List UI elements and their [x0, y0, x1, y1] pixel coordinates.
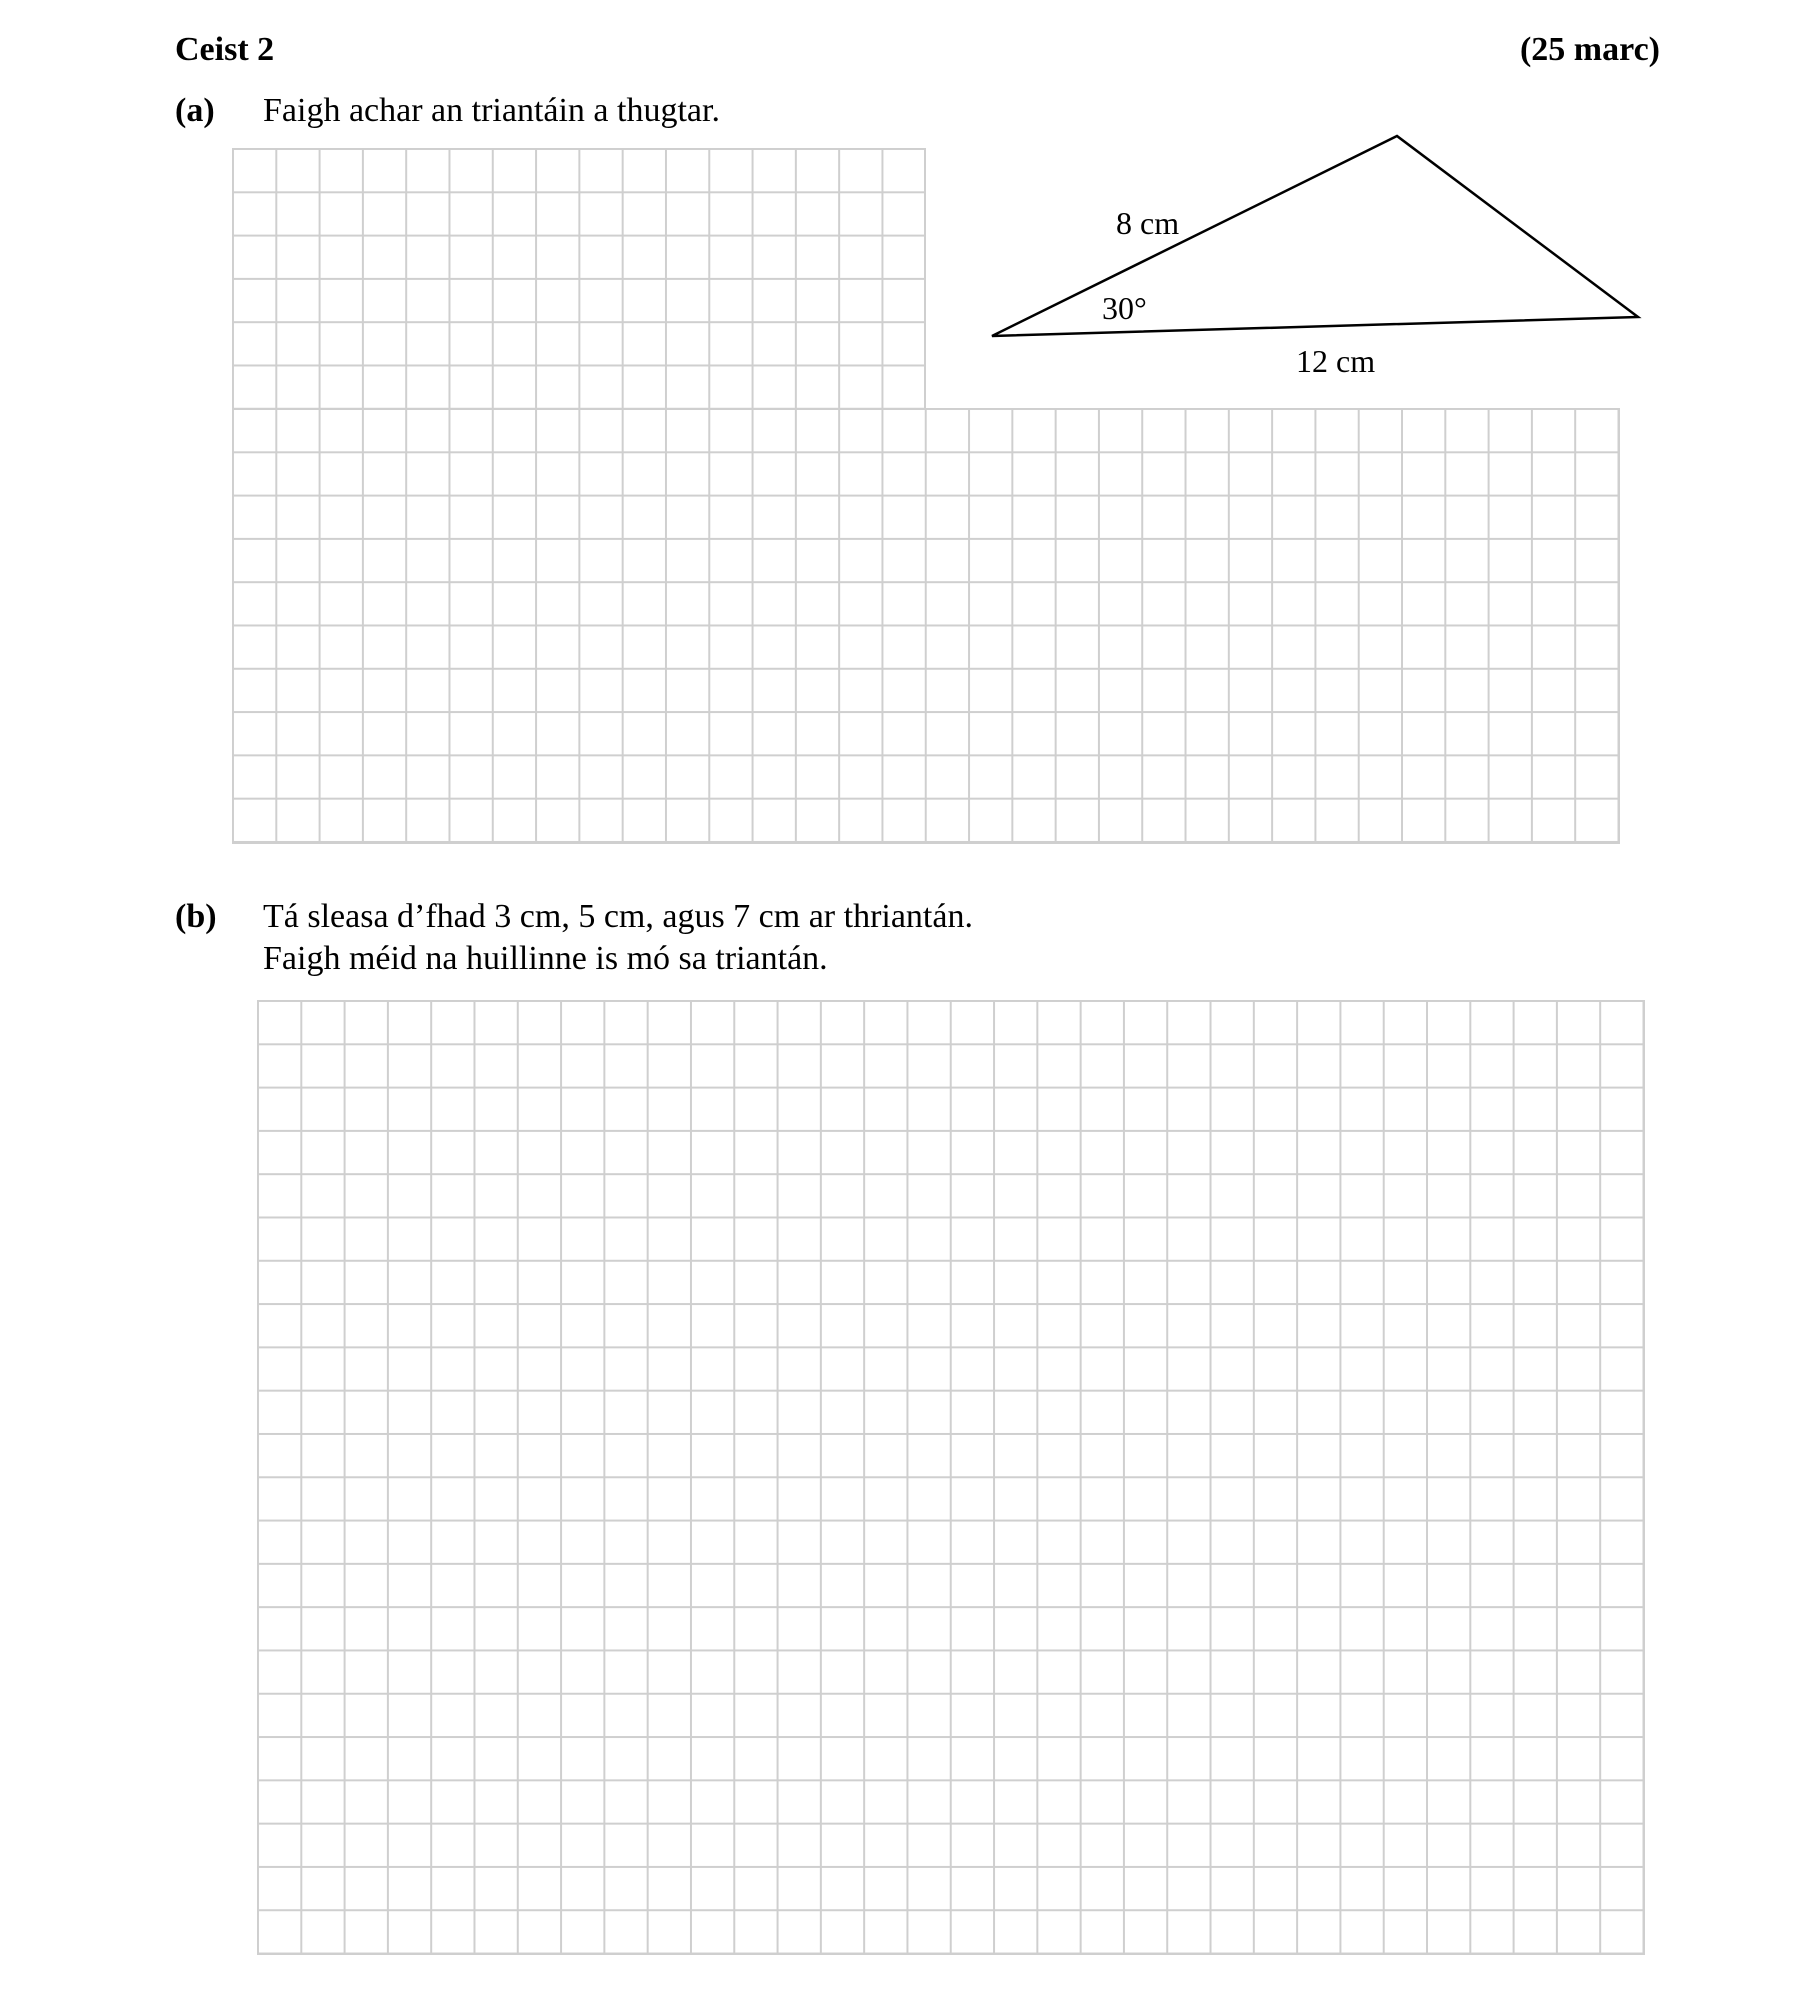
side-label-12cm: 12 cm [1296, 343, 1376, 379]
question-title: Ceist 2 [175, 31, 275, 68]
side-label-8cm: 8 cm [1116, 205, 1180, 241]
part-b-label: (b) [175, 898, 217, 935]
part-a-label: (a) [175, 92, 215, 129]
part-b-question-line-2: Faigh méid na huillinne is mó sa triantán. [263, 940, 828, 977]
part-b-question-line-1: Tá sleasa d’fhad 3 cm, 5 cm, agus 7 cm ar thriantán. [263, 898, 973, 935]
angle-label-30: 30° [1102, 290, 1147, 326]
marks-label: (25 marc) [1519, 31, 1660, 68]
answer-grid-b[interactable] [257, 1000, 1645, 1955]
part-a-question: Faigh achar an triantáin a thugtar. [263, 92, 720, 129]
triangle-diagram [0, 0, 1818, 500]
